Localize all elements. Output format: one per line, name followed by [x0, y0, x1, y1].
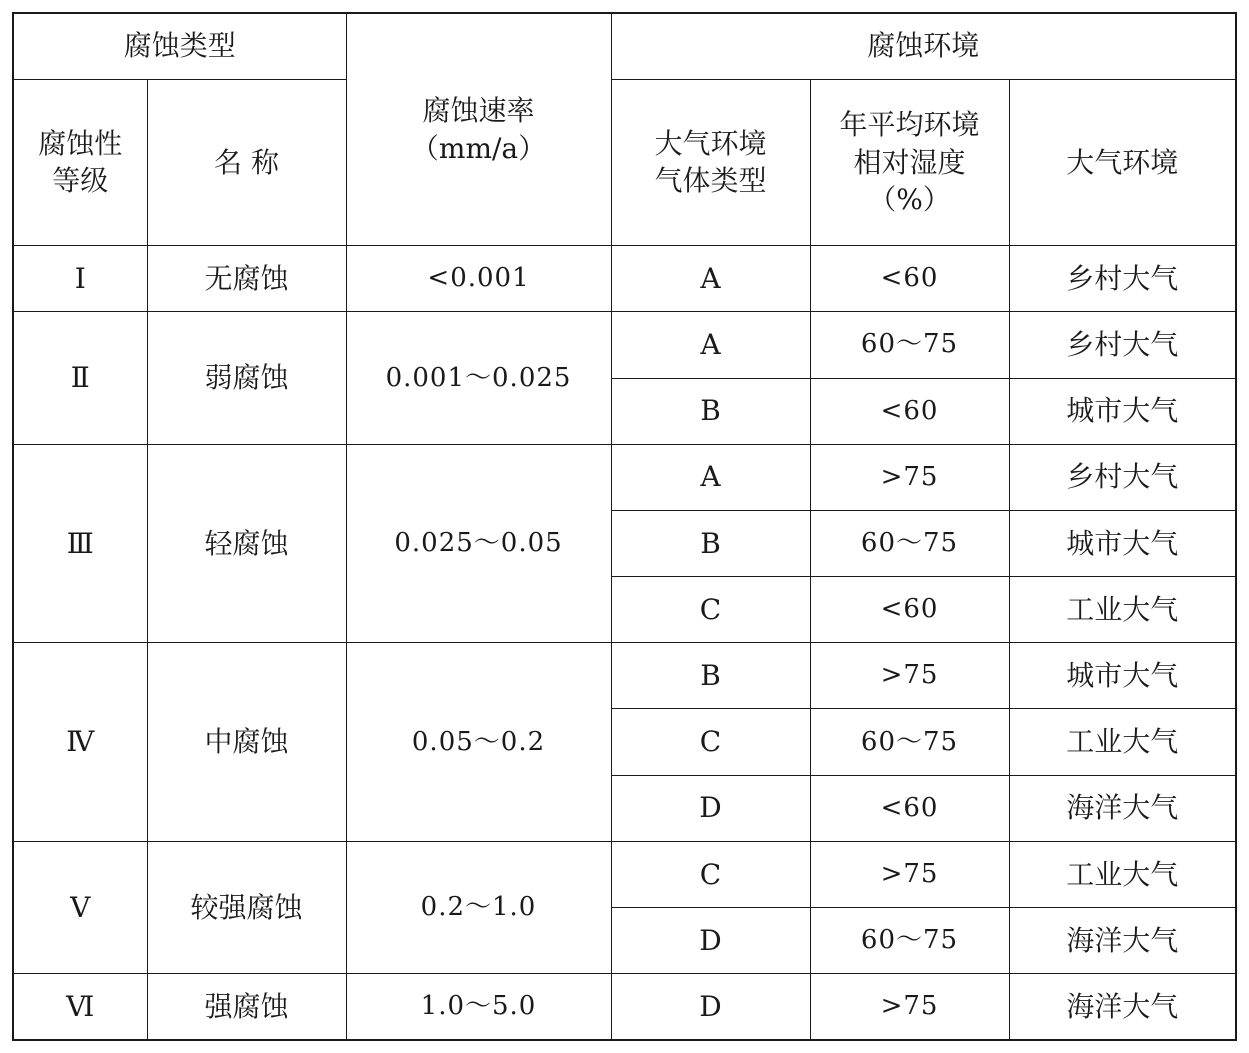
gas-type-cell: A — [611, 246, 810, 312]
grade-cell: Ⅰ — [13, 246, 147, 312]
header-relative-humidity: 年平均环境 相对湿度 （%） — [810, 79, 1009, 245]
gas-type-cell: B — [611, 378, 810, 444]
humidity-cell: >75 — [810, 643, 1009, 709]
header-atmosphere: 大气环境 — [1009, 79, 1236, 245]
atmosphere-cell: 乡村大气 — [1009, 444, 1236, 510]
rate-cell: 0.025～0.05 — [346, 444, 611, 643]
name-cell: 中腐蚀 — [147, 643, 346, 842]
gas-type-cell: A — [611, 444, 810, 510]
table-row — [13, 246, 1236, 312]
header-corrosion-environment: 腐蚀环境 — [611, 13, 1236, 79]
gas-type-cell: D — [611, 974, 810, 1040]
atmosphere-cell: 乡村大气 — [1009, 312, 1236, 378]
humidity-cell: <60 — [810, 378, 1009, 444]
grade-cell: Ⅵ — [13, 974, 147, 1040]
gas-type-cell: B — [611, 643, 810, 709]
name-cell: 轻腐蚀 — [147, 444, 346, 643]
grade-cell: Ⅳ — [13, 643, 147, 842]
humidity-cell: 60～75 — [810, 312, 1009, 378]
humidity-cell: <60 — [810, 577, 1009, 643]
humidity-cell: >75 — [810, 974, 1009, 1040]
rate-cell: 0.001～0.025 — [346, 312, 611, 444]
atmosphere-cell: 工业大气 — [1009, 841, 1236, 907]
table-row — [13, 974, 1236, 1040]
humidity-cell: 60～75 — [810, 908, 1009, 974]
atmosphere-cell: 城市大气 — [1009, 378, 1236, 444]
header-corrosivity-grade: 腐蚀性 等级 — [13, 79, 147, 245]
gas-type-cell: D — [611, 775, 810, 841]
atmosphere-cell: 工业大气 — [1009, 577, 1236, 643]
atmosphere-cell: 城市大气 — [1009, 510, 1236, 576]
humidity-cell: 60～75 — [810, 709, 1009, 775]
atmosphere-cell: 工业大气 — [1009, 709, 1236, 775]
humidity-cell: <60 — [810, 246, 1009, 312]
table-row — [13, 312, 1236, 378]
gas-type-cell: C — [611, 841, 810, 907]
header-gas-type: 大气环境 气体类型 — [611, 79, 810, 245]
name-cell: 强腐蚀 — [147, 974, 346, 1040]
gas-type-cell: A — [611, 312, 810, 378]
atmosphere-cell: 城市大气 — [1009, 643, 1236, 709]
header-corrosion-type: 腐蚀类型 — [13, 13, 346, 79]
rate-cell: 0.2～1.0 — [346, 841, 611, 973]
gas-type-cell: C — [611, 709, 810, 775]
name-cell: 弱腐蚀 — [147, 312, 346, 444]
humidity-cell: >75 — [810, 444, 1009, 510]
rate-cell: 1.0～5.0 — [346, 974, 611, 1040]
gas-type-cell: C — [611, 577, 810, 643]
gas-type-cell: B — [611, 510, 810, 576]
rate-cell: <0.001 — [346, 246, 611, 312]
header-row-2 — [13, 79, 1236, 245]
atmosphere-cell: 海洋大气 — [1009, 974, 1236, 1040]
header-corrosion-rate: 腐蚀速率 （mm/a） — [346, 13, 611, 246]
rate-cell: 0.05～0.2 — [346, 643, 611, 842]
header-row-1 — [13, 13, 1236, 79]
grade-cell: Ⅴ — [13, 841, 147, 973]
atmosphere-cell: 乡村大气 — [1009, 246, 1236, 312]
humidity-cell: >75 — [810, 841, 1009, 907]
name-cell: 无腐蚀 — [147, 246, 346, 312]
humidity-cell: <60 — [810, 775, 1009, 841]
name-cell: 较强腐蚀 — [147, 841, 346, 973]
humidity-cell: 60～75 — [810, 510, 1009, 576]
grade-cell: Ⅲ — [13, 444, 147, 643]
table-row — [13, 444, 1236, 510]
atmosphere-cell: 海洋大气 — [1009, 775, 1236, 841]
header-name: 名 称 — [147, 79, 346, 245]
grade-cell: Ⅱ — [13, 312, 147, 444]
table-row — [13, 841, 1236, 907]
atmosphere-cell: 海洋大气 — [1009, 908, 1236, 974]
gas-type-cell: D — [611, 908, 810, 974]
corrosion-classification-table — [12, 12, 1237, 1041]
table-row — [13, 643, 1236, 709]
